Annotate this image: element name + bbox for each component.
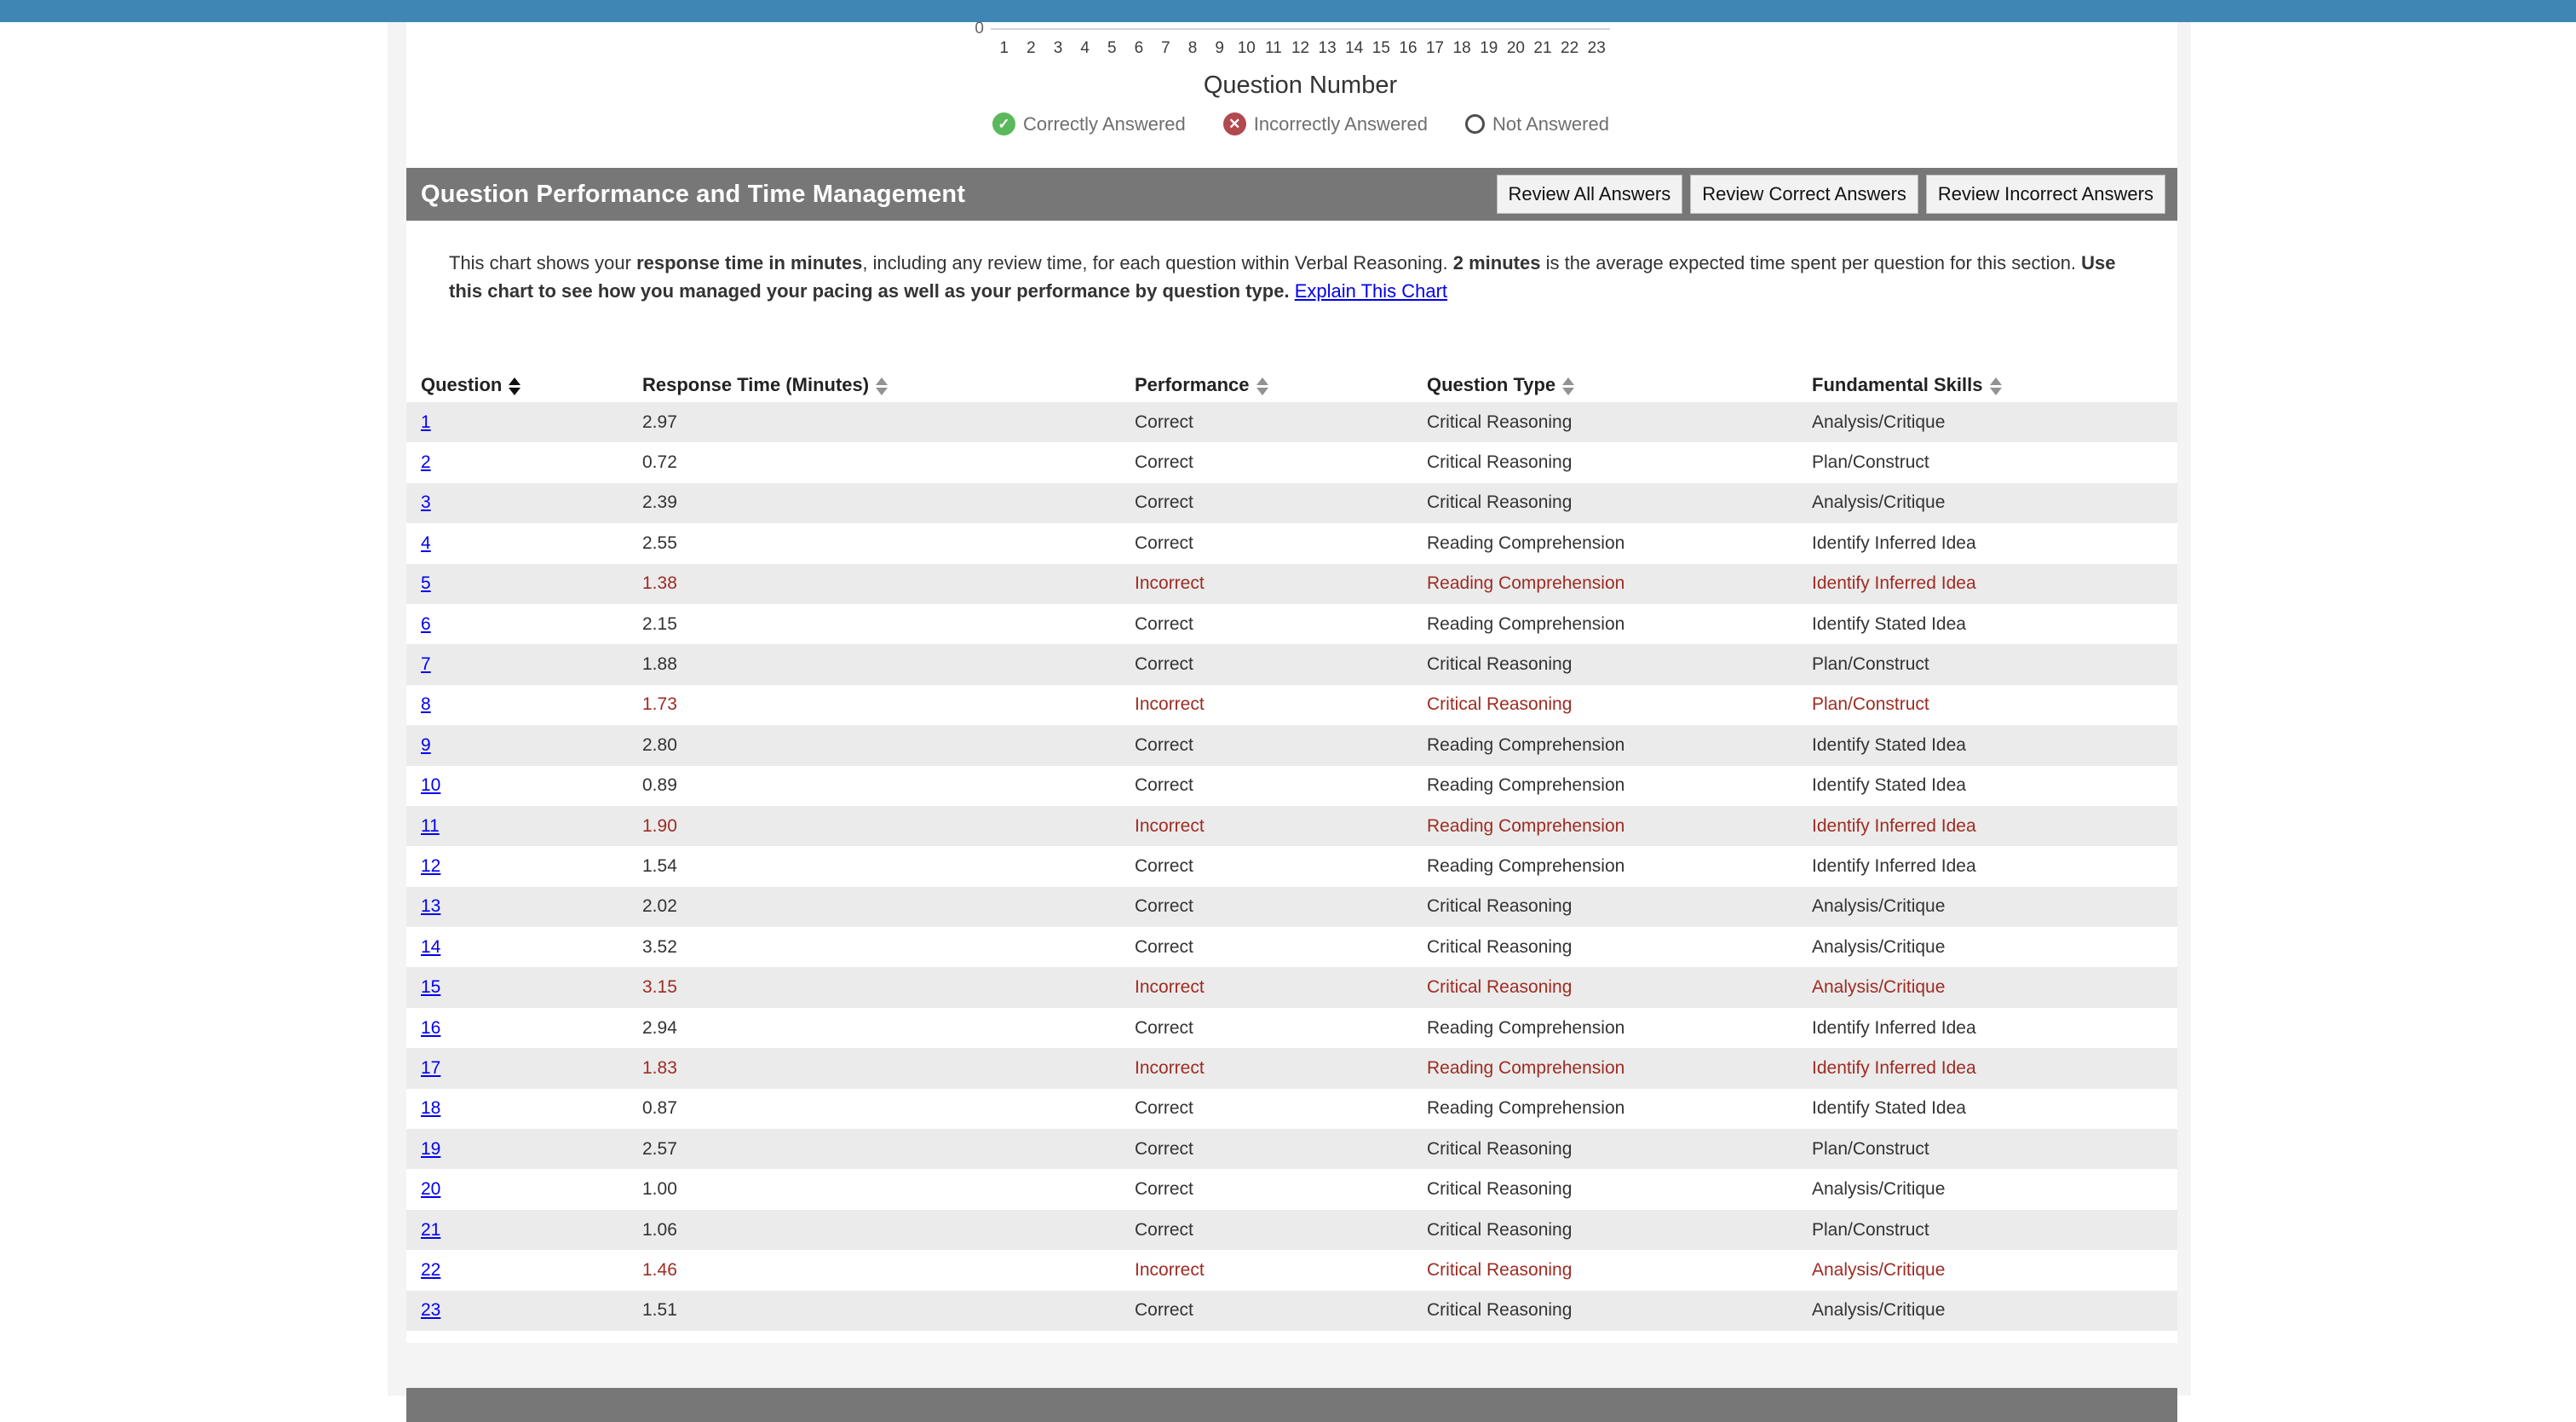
cell-skill: Identify Inferred Idea	[1812, 815, 1976, 836]
cell-question	[406, 604, 642, 644]
cell-type: Reading Comprehension	[1427, 855, 1625, 876]
cell-time: 3.15	[642, 977, 677, 998]
column-header-label: Question	[421, 374, 503, 395]
cell-question	[406, 1048, 642, 1088]
cell-skill: Identify Inferred Idea	[1812, 573, 1976, 594]
x-tick-label: 17	[1425, 39, 1445, 57]
cell-question	[406, 846, 642, 886]
question-number-link[interactable]: 20	[421, 1179, 441, 1200]
review-button-group	[1497, 175, 2165, 214]
cell-performance: Incorrect	[1135, 1057, 1205, 1078]
cell-skill: Plan/Construct	[1812, 452, 1929, 473]
cell-time: 2.80	[642, 734, 677, 755]
cell-performance: Incorrect	[1135, 1259, 1205, 1280]
cell-performance: Correct	[1135, 734, 1193, 755]
sort-icon[interactable]	[509, 377, 520, 395]
question-number-link[interactable]: 16	[421, 1017, 441, 1038]
cell-question	[406, 1250, 642, 1290]
cell-time: 0.72	[642, 452, 677, 473]
table-row	[406, 1250, 2177, 1290]
cell-skill: Analysis/Critique	[1812, 412, 1946, 432]
cell-skill: Identify Stated Idea	[1812, 775, 1966, 796]
x-tick-label: 12	[1291, 39, 1310, 57]
cell-question	[406, 402, 642, 442]
review-correct-answers-button[interactable]: Review Correct Answers	[1690, 175, 1918, 214]
x-tick-label: 15	[1371, 39, 1390, 57]
chart-description	[449, 249, 2130, 305]
cell-time: 2.97	[642, 412, 677, 432]
column-header-fundamental-skills[interactable]	[1812, 368, 2177, 402]
legend-label: Not Answered	[1492, 112, 1609, 135]
cell-performance: Correct	[1135, 1179, 1193, 1200]
cell-question	[406, 442, 642, 482]
cell-time: 0.87	[642, 1098, 677, 1119]
question-number-link[interactable]: 4	[421, 533, 431, 553]
x-axis-title: Question Number	[1203, 72, 1398, 99]
cell-type: Critical Reasoning	[1427, 412, 1573, 432]
question-number-link[interactable]: 12	[421, 855, 441, 876]
cell-type: Reading Comprehension	[1427, 734, 1625, 755]
cell-type: Critical Reasoning	[1427, 492, 1573, 513]
x-axis-line	[991, 28, 1610, 30]
table-row	[406, 685, 2177, 725]
cell-performance: Correct	[1135, 613, 1193, 634]
table-row	[406, 1089, 2177, 1129]
column-header-question-type[interactable]	[1427, 368, 1812, 402]
cell-performance: Incorrect	[1135, 815, 1205, 836]
description-bold: response time in minutes	[636, 252, 863, 273]
description-text: This chart shows your	[449, 252, 637, 273]
description-bold: 2 minutes	[1452, 252, 1541, 273]
column-header-label: Response Time (Minutes)	[642, 374, 870, 395]
cell-time: 2.15	[642, 613, 677, 634]
cell-skill: Analysis/Critique	[1812, 1300, 1946, 1321]
column-header-performance[interactable]	[1135, 368, 1427, 402]
cell-type: Critical Reasoning	[1427, 1138, 1573, 1159]
cell-type: Critical Reasoning	[1427, 896, 1573, 917]
sort-icon[interactable]	[1256, 377, 1268, 395]
cell-type: Reading Comprehension	[1427, 573, 1625, 594]
cell-time: 1.73	[642, 694, 677, 715]
cell-question	[406, 1129, 642, 1169]
question-number-link[interactable]: 7	[421, 654, 431, 675]
cell-question	[406, 685, 642, 725]
x-tick-label: 3	[1053, 39, 1063, 57]
cell-skill: Analysis/Critique	[1812, 1259, 1946, 1280]
column-header-label: Fundamental Skills	[1812, 374, 1983, 395]
cell-skill: Analysis/Critique	[1812, 936, 1946, 957]
cell-question	[406, 725, 642, 765]
cell-skill: Identify Inferred Idea	[1812, 1057, 1976, 1078]
cell-type: Critical Reasoning	[1427, 452, 1573, 473]
top-navigation-bar	[0, 0, 2576, 22]
cell-performance: Correct	[1135, 936, 1193, 957]
x-tick-label: 20	[1506, 39, 1525, 57]
x-tick-label: 5	[1107, 39, 1117, 57]
cell-time: 1.38	[642, 573, 677, 594]
x-tick-label: 21	[1533, 39, 1552, 57]
question-number-link[interactable]: 22	[421, 1259, 441, 1280]
column-header-question[interactable]	[406, 368, 642, 402]
cell-time: 1.00	[642, 1179, 677, 1200]
cell-time: 1.88	[642, 654, 677, 675]
cell-skill: Identify Inferred Idea	[1812, 533, 1976, 553]
section-title: Question Performance and Time Management	[421, 180, 966, 208]
cell-performance: Correct	[1135, 492, 1193, 513]
cell-question	[406, 927, 642, 967]
cell-skill: Analysis/Critique	[1812, 492, 1946, 513]
content-wrapper	[388, 22, 2191, 1396]
check-circle-icon: ✓	[992, 112, 1015, 135]
cell-time: 1.06	[642, 1219, 677, 1240]
table-body	[406, 402, 2177, 1331]
y-axis-zero-label: 0	[975, 20, 984, 37]
column-header-response-time[interactable]	[642, 368, 1135, 402]
cell-time: 2.39	[642, 492, 677, 513]
cell-performance: Incorrect	[1135, 977, 1205, 998]
cell-time: 1.83	[642, 1057, 677, 1078]
cell-type: Critical Reasoning	[1427, 1300, 1573, 1321]
cell-type: Critical Reasoning	[1427, 936, 1573, 957]
cell-performance: Incorrect	[1135, 694, 1205, 715]
cell-performance: Correct	[1135, 775, 1193, 796]
question-number-link[interactable]: 9	[421, 734, 431, 755]
x-tick-label: 2	[1026, 39, 1036, 57]
cell-time: 2.94	[642, 1017, 677, 1038]
legend-label: Correctly Answered	[1023, 112, 1186, 135]
table-row	[406, 927, 2177, 967]
x-tick-row	[991, 39, 1610, 58]
cell-skill: Identify Stated Idea	[1812, 1098, 1966, 1119]
cell-type: Critical Reasoning	[1427, 977, 1573, 998]
explain-this-chart-link[interactable]: Explain This Chart	[1294, 280, 1448, 302]
cell-question	[406, 887, 642, 927]
cell-performance: Correct	[1135, 855, 1193, 876]
section-header	[406, 168, 2177, 221]
legend-item-not-answered	[1465, 113, 1609, 135]
question-performance-table	[406, 368, 2177, 1331]
question-number-link[interactable]: 3	[421, 492, 431, 513]
question-number-link[interactable]: 1	[421, 412, 431, 432]
cell-performance: Incorrect	[1135, 573, 1205, 594]
cell-type: Reading Comprehension	[1427, 613, 1625, 634]
cell-skill: Plan/Construct	[1812, 694, 1929, 715]
table-row	[406, 725, 2177, 765]
column-header-label: Question Type	[1427, 374, 1556, 395]
question-number-link[interactable]: 6	[421, 613, 431, 634]
question-number-link[interactable]: 17	[421, 1057, 441, 1078]
cell-time: 1.51	[642, 1300, 677, 1321]
column-header-label: Performance	[1135, 374, 1250, 395]
cell-time: 3.52	[642, 936, 677, 957]
table-row	[406, 604, 2177, 644]
description-bold: Use this chart to see how you managed your pacing as well as your performance by question type.	[449, 252, 2116, 302]
question-number-link[interactable]: 11	[421, 815, 440, 836]
cell-performance: Correct	[1135, 1219, 1193, 1240]
cell-question	[406, 806, 642, 846]
cell-skill: Analysis/Critique	[1812, 896, 1946, 917]
x-circle-icon: ✕	[1223, 112, 1246, 135]
cell-time: 0.89	[642, 775, 677, 796]
cell-question	[406, 967, 642, 1007]
x-tick-label: 7	[1161, 39, 1170, 57]
table-row	[406, 887, 2177, 927]
cell-time: 1.54	[642, 855, 677, 876]
cell-question	[406, 1089, 642, 1129]
cell-question	[406, 766, 642, 806]
cell-type: Reading Comprehension	[1427, 533, 1625, 553]
table-row	[406, 564, 2177, 604]
x-tick-label: 19	[1480, 39, 1498, 57]
x-tick-label: 4	[1080, 39, 1090, 57]
table-row	[406, 846, 2177, 886]
cell-performance: Correct	[1135, 412, 1193, 432]
table-row	[406, 806, 2177, 846]
cell-time: 2.02	[642, 896, 677, 917]
cell-type: Reading Comprehension	[1427, 815, 1625, 836]
question-number-link[interactable]: 10	[421, 775, 441, 796]
sort-icon[interactable]	[876, 377, 888, 395]
table-row	[406, 1169, 2177, 1209]
cell-time: 1.46	[642, 1259, 677, 1280]
cell-type: Critical Reasoning	[1427, 1179, 1573, 1200]
table-row	[406, 1291, 2177, 1331]
main-content-card	[406, 22, 2177, 1343]
cell-skill: Plan/Construct	[1812, 654, 1929, 675]
question-number-link[interactable]: 14	[421, 936, 441, 957]
cell-type: Critical Reasoning	[1427, 654, 1573, 675]
chart-legend	[704, 112, 1897, 135]
x-tick-label: 18	[1452, 39, 1471, 57]
x-tick-label: 14	[1345, 39, 1364, 57]
table-row	[406, 644, 2177, 684]
cell-question	[406, 1008, 642, 1048]
cell-performance: Correct	[1135, 654, 1193, 675]
cell-type: Critical Reasoning	[1427, 1219, 1573, 1240]
table-row	[406, 1210, 2177, 1250]
x-tick-label: 16	[1399, 39, 1417, 57]
cell-performance: Correct	[1135, 1098, 1193, 1119]
sort-icon[interactable]	[1990, 377, 2002, 395]
cell-skill: Plan/Construct	[1812, 1138, 1929, 1159]
review-incorrect-answers-button[interactable]: Review Incorrect Answers	[1926, 175, 2165, 214]
question-number-link[interactable]: 19	[421, 1138, 441, 1159]
next-section-header-partial	[406, 1388, 2177, 1422]
cell-time: 2.55	[642, 533, 677, 553]
cell-performance: Correct	[1135, 896, 1193, 917]
cell-type: Critical Reasoning	[1427, 694, 1573, 715]
x-tick-label: 10	[1237, 39, 1256, 57]
x-tick-label: 23	[1587, 39, 1606, 57]
x-tick-label: 6	[1134, 39, 1144, 57]
table-header-row	[406, 368, 2177, 402]
question-number-link[interactable]: 18	[421, 1098, 441, 1119]
table-row	[406, 1008, 2177, 1048]
cell-skill: Plan/Construct	[1812, 1219, 1929, 1240]
table-row	[406, 967, 2177, 1007]
cell-time: 2.57	[642, 1138, 677, 1159]
legend-label: Incorrectly Answered	[1253, 112, 1428, 135]
question-number-link[interactable]: 13	[421, 896, 441, 917]
cell-type: Reading Comprehension	[1427, 775, 1625, 796]
cell-performance: Correct	[1135, 1300, 1193, 1321]
open-circle-icon	[1465, 114, 1485, 134]
question-number-link[interactable]: 15	[421, 977, 441, 998]
table-row	[406, 483, 2177, 523]
table-row	[406, 1129, 2177, 1169]
cell-question	[406, 1210, 642, 1250]
cell-question	[406, 644, 642, 684]
cell-skill: Identify Inferred Idea	[1812, 855, 1976, 876]
x-tick-label: 9	[1215, 39, 1224, 57]
legend-item-correct	[992, 112, 1186, 135]
cell-question	[406, 1291, 642, 1331]
x-tick-label: 8	[1187, 39, 1198, 57]
description-text: is the average expected time spent per question for this section.	[1540, 252, 2082, 273]
cell-skill: Identify Stated Idea	[1812, 734, 1966, 755]
cell-performance: Correct	[1135, 1017, 1193, 1038]
cell-question	[406, 564, 642, 604]
cell-performance: Correct	[1135, 533, 1193, 553]
question-number-link[interactable]: 2	[421, 452, 431, 473]
cell-type: Reading Comprehension	[1427, 1098, 1625, 1119]
cell-question	[406, 483, 642, 523]
table-row	[406, 766, 2177, 806]
table-row	[406, 523, 2177, 563]
cell-question	[406, 523, 642, 563]
cell-type: Reading Comprehension	[1427, 1017, 1625, 1038]
legend-item-incorrect	[1223, 112, 1428, 135]
sort-icon[interactable]	[1562, 377, 1574, 395]
table-row	[406, 442, 2177, 482]
description-text: , including any review time, for each question within Verbal Reasoning.	[862, 252, 1453, 273]
cell-performance: Correct	[1135, 1138, 1193, 1159]
x-tick-label: 22	[1561, 39, 1579, 57]
cell-time: 1.90	[642, 815, 677, 836]
question-number-link[interactable]: 8	[421, 694, 431, 715]
x-tick-label: 1	[999, 39, 1009, 57]
cell-skill: Analysis/Critique	[1812, 1179, 1946, 1200]
table-row	[406, 1048, 2177, 1088]
cell-skill: Identify Inferred Idea	[1812, 1017, 1976, 1038]
cell-type: Reading Comprehension	[1427, 1057, 1625, 1078]
cell-question	[406, 1169, 642, 1209]
response-time-chart-bottom	[406, 22, 2177, 168]
cell-type: Critical Reasoning	[1427, 1259, 1573, 1280]
table-row	[406, 402, 2177, 442]
cell-skill: Analysis/Critique	[1812, 977, 1946, 998]
question-number-link[interactable]: 5	[421, 573, 431, 594]
cell-skill: Identify Stated Idea	[1812, 613, 1966, 634]
x-tick-label: 11	[1265, 39, 1282, 57]
cell-performance: Correct	[1135, 452, 1193, 473]
x-tick-label: 13	[1318, 39, 1337, 57]
review-all-answers-button[interactable]: Review All Answers	[1497, 175, 1683, 214]
question-number-link[interactable]: 23	[421, 1300, 441, 1321]
question-number-link[interactable]: 21	[421, 1219, 441, 1240]
